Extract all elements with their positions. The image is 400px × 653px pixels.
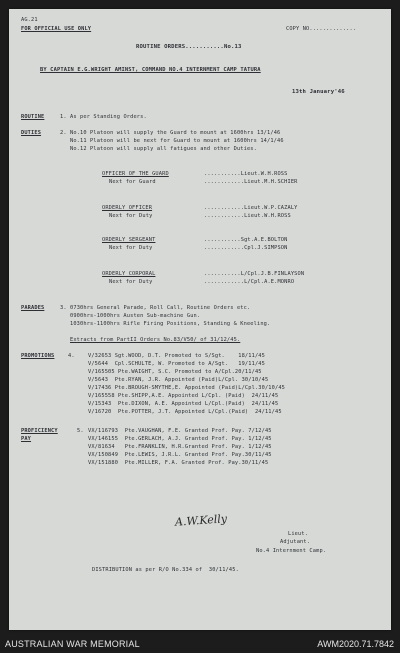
roster-role: ORDERLY SERGEANT bbox=[102, 237, 156, 243]
promotion-line: V/5644 Cpl.SCHULTE, W. Promoted to A/Sgt. 19/11/45 bbox=[88, 361, 265, 367]
proficiency-heading-2: PAY bbox=[21, 436, 32, 442]
proficiency-line: VX/151880 Pte.MILLER, F.A. Granted Prof. Pay.30/11/45 bbox=[88, 460, 269, 466]
proficiency-line: VX/146155 Pte.GERLACH, A.J. Granted Prof. Pay. 1/12/45 bbox=[88, 436, 272, 442]
routine-text: 1. As per Standing Orders. bbox=[60, 114, 147, 120]
roster-role: ORDERLY OFFICER bbox=[102, 205, 153, 211]
roster-next-label: Next for Guard bbox=[109, 179, 156, 185]
promotion-line: V/15343 Pte.DIXON, A.E. Appointed L/Cpl.(Paid) 24/11/45 bbox=[88, 401, 279, 407]
promotions-heading: PROMOTIONS bbox=[21, 353, 55, 359]
parades-line: 1030hrs-1100hrs Rifle Firing Positions, Standing & Kneeling. bbox=[70, 321, 271, 327]
roster-name: ...........L/Cpl.J.B.FINLAYSON bbox=[204, 271, 305, 277]
parades-line: 3. 0730hrs General Parade, Roll Call, Routine Orders etc. bbox=[60, 305, 251, 311]
roster-name: ...........Lieut.W.H.ROSS bbox=[204, 171, 288, 177]
roster-name: ............Lieut.W.P.CAZALY bbox=[204, 205, 298, 211]
doc-issuer: BY CAPTAIN E.G.WRIGHT AMINST, COMMAND NO.4 INTERNMENT CAMP TATURA bbox=[40, 67, 261, 73]
sign-rank: Lieut. bbox=[288, 531, 309, 537]
document-page bbox=[9, 9, 391, 630]
duties-line: 2. No.10 Platoon will supply the Guard to mount at 1600hrs 13/1/46 bbox=[60, 130, 281, 136]
promotion-line: V/32653 Sgt.WOOD, D.T. Promoted to S/Sgt. 18/11/45 bbox=[88, 353, 265, 359]
duties-heading: DUTIES bbox=[21, 130, 42, 136]
parades-line: 0900hrs-1000hrs Austen Sub-machine Gun. bbox=[70, 313, 201, 319]
promotion-line: V/16720 Pte.POTTER, J.T. Appointed L/Cpl.(Paid) 24/11/45 bbox=[88, 409, 282, 415]
promotion-line: V/165505 Pte.WAIGHT, S.C. Promoted to A/Cpl.20/11/45 bbox=[88, 369, 262, 375]
roster-next-name: ............L/Cpl.A.E.MONRO bbox=[204, 279, 295, 285]
roster-next-label: Next for Duty bbox=[109, 245, 153, 251]
sign-title: Adjutant. bbox=[280, 539, 311, 545]
footer-accession-number: AWM2020.71.7842 bbox=[317, 639, 394, 649]
promotion-line: V/165558 Pte.SHIPP,A.E. Appointed L/Cpl. (Paid) 24/11/45 bbox=[88, 393, 279, 399]
sign-unit: No.4 Internment Camp. bbox=[256, 548, 327, 554]
security-marking: FOR OFFICIAL USE ONLY bbox=[21, 26, 92, 32]
roster-role: ORDERLY CORPORAL bbox=[102, 271, 156, 277]
roster-name: ...........Sgt.A.E.BOLTON bbox=[204, 237, 288, 243]
distribution-line: DISTRIBUTION as per R/O No.334 of 30/11/45. bbox=[92, 567, 239, 573]
doc-ref: AG.21 bbox=[21, 17, 38, 23]
parades-heading: PARADES bbox=[21, 305, 45, 311]
doc-date: 13th January'46 bbox=[292, 89, 345, 95]
promotions-number: 4. bbox=[68, 353, 75, 359]
duties-line: No.12 Platoon will supply all fatigues and other Duties. bbox=[70, 146, 257, 152]
handwritten-signature: A.W.Kelly bbox=[174, 512, 228, 529]
proficiency-line: VX/150849 Pte.LEWIS, J.R.L. Granted Prof. Pay.30/11/45 bbox=[88, 452, 272, 458]
roster-next-name: ............Cpl.J.SIMPSON bbox=[204, 245, 288, 251]
promotion-line: V/17436 Pte.BROUGH-SMYTHE,E. Appointed (Paid)L/Cpl.30/10/45 bbox=[88, 385, 286, 391]
doc-title: ROUTINE ORDERS...........No.13 bbox=[136, 44, 242, 50]
roster-role: OFFICER OF THE GUARD bbox=[102, 171, 169, 177]
proficiency-heading: PROFICIENCY bbox=[21, 428, 58, 434]
footer-institution: AUSTRALIAN WAR MEMORIAL bbox=[5, 639, 140, 649]
routine-heading: ROUTINE bbox=[21, 114, 45, 120]
extracts-heading: Extracts from PartII Orders No.83/V50/ of 31/12/45. bbox=[70, 337, 241, 343]
archive-footer bbox=[0, 635, 400, 653]
roster-next-label: Next for Duty bbox=[109, 213, 153, 219]
roster-next-name: ............Lieut.W.H.ROSS bbox=[204, 213, 291, 219]
roster-next-name: ............Lieut.M.H.SCHIER bbox=[204, 179, 298, 185]
proficiency-line: VX/116793 Pte.VAUGHAN, F.E. Granted Prof. Pay. 7/12/45 bbox=[88, 428, 272, 434]
roster-next-label: Next for Duty bbox=[109, 279, 153, 285]
promotion-line: V/5643 Pte.RYAN, J.R. Appointed (Paid)L/Cpl. 30/10/45 bbox=[88, 377, 269, 383]
proficiency-line: VX/81634 Pte.FRANKLIN, H.R.Granted Prof. Pay. 1/12/45 bbox=[88, 444, 272, 450]
duties-line: No.11 Platoon will be next for Guard to mount at 1600hrs 14/1/46 bbox=[70, 138, 284, 144]
proficiency-number: 5. bbox=[77, 428, 84, 434]
copy-number: COPY NO.............. bbox=[286, 26, 357, 32]
